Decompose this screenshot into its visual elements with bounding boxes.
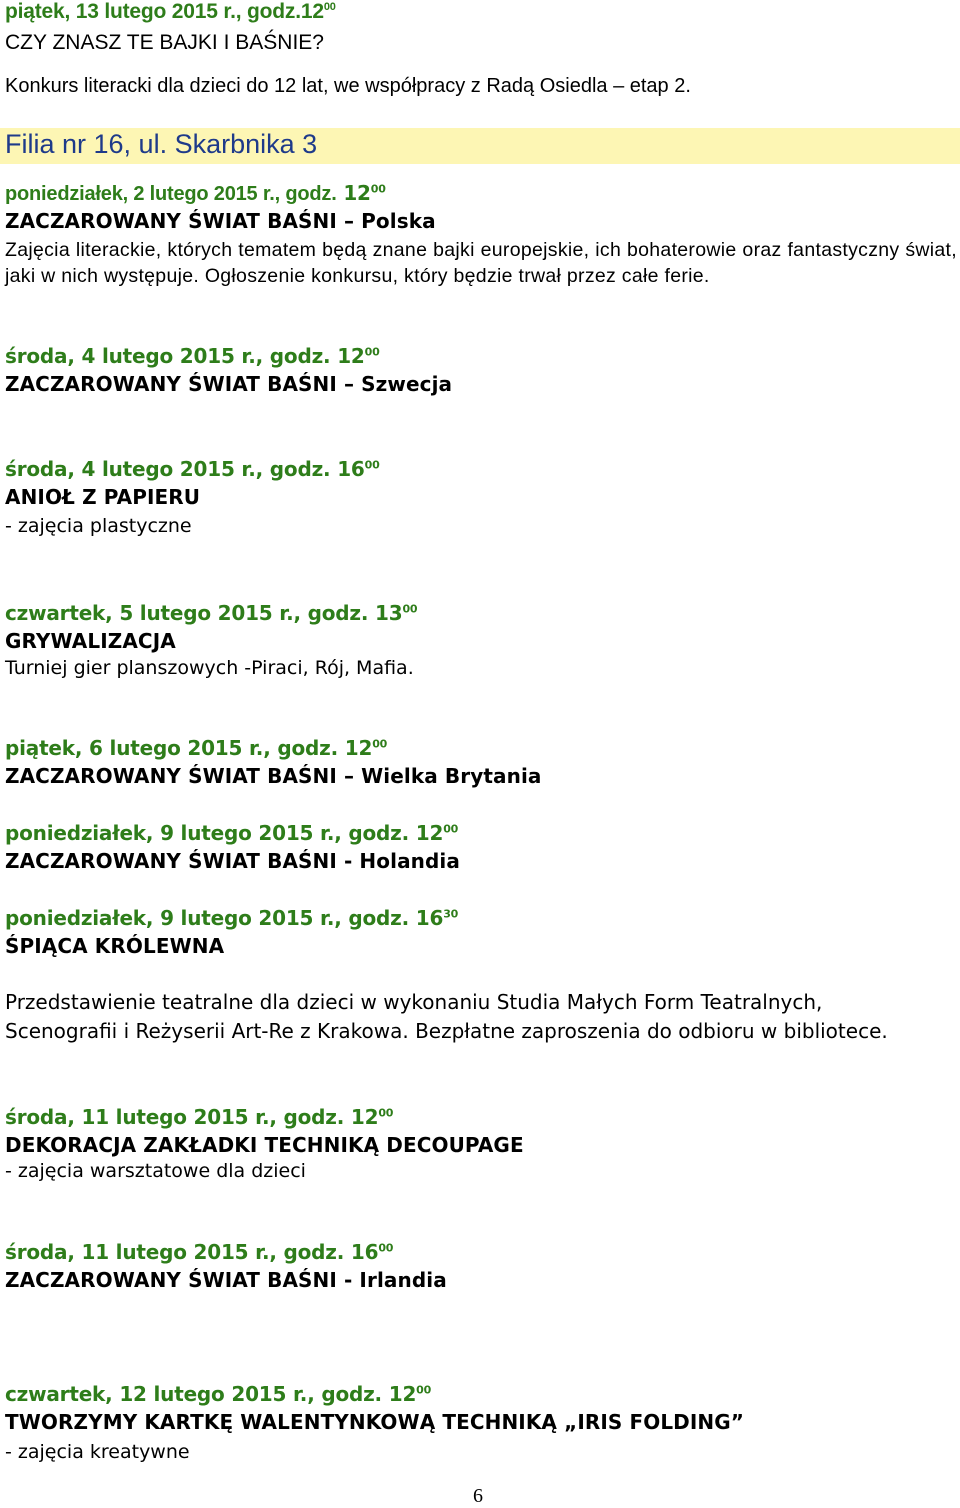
event-title: ZACZAROWANY ŚWIAT BAŚNI – Polska <box>5 209 436 233</box>
event-date: poniedziałek, 2 lutego 2015 r., godz. $12^{00}$ <box>5 181 386 205</box>
event-title: ZACZAROWANY ŚWIAT BAŚNI – Szwecja <box>5 372 453 396</box>
event-title: ŚPIĄCA KRÓLEWNA <box>5 934 225 958</box>
event-date: poniedziałek, 9 lutego 2015 r., godz. $12^{00}$ <box>5 821 459 845</box>
branch-banner <box>0 128 960 164</box>
event-title: DEKORACJA ZAKŁADKI TECHNIKĄ DECOUPAGE <box>5 1133 524 1157</box>
event-date: środa, 11 lutego 2015 r., godz. $16^{00}$ <box>5 1240 394 1264</box>
event-date: środa, 4 lutego 2015 r., godz. $12^{00}$ <box>5 344 380 368</box>
event-date: poniedziałek, 9 lutego 2015 r., godz. $16^{30}$ <box>5 906 459 930</box>
event-description: Przedstawienie teatralne dla dzieci w wykonaniu Studia Małych Form Teatralnych, Scenografii i Reżyserii Art-Re z Krakowa. Bezpłatne zaproszenia do odbioru w bibliotece. <box>5 990 888 1043</box>
event-title: TWORZYMY KARTKĘ WALENTYNKOWĄ TECHNIKĄ „IRIS FOLDING” <box>5 1410 745 1434</box>
event-date: środa, 4 lutego 2015 r., godz. $16^{00}$ <box>5 457 380 481</box>
event-description: - zajęcia warsztatowe dla dzieci <box>5 1160 306 1182</box>
header-title: CZY ZNASZ TE BAJKI I BAŚNIE? <box>5 31 324 54</box>
event-title: ZACZAROWANY ŚWIAT BAŚNI – Wielka Brytania <box>5 764 542 788</box>
event-date: środa, 11 lutego 2015 r., godz. $12^{00}$ <box>5 1105 394 1129</box>
branch-label: Filia nr 16, ul. Skarbnika 3 <box>5 129 318 159</box>
event-date: czwartek, 5 lutego 2015 r., godz. $13^{00}$ <box>5 601 418 625</box>
header-date: piątek, 13 lutego 2015 r., $godz.12^{00}$ <box>5 0 336 23</box>
page-number: 6 <box>473 1485 483 1507</box>
event-description: - zajęcia plastyczne <box>5 515 192 537</box>
event-title: ANIOŁ Z PAPIERU <box>5 485 201 509</box>
event-title: ZACZAROWANY ŚWIAT BAŚNI - Holandia <box>5 849 460 873</box>
event-date: czwartek, 12 lutego 2015 r., godz. $12^{00}$ <box>5 1382 432 1406</box>
event-description: - zajęcia kreatywne <box>5 1441 190 1463</box>
event-description: Turniej gier planszowych -Piraci, Rój, Mafia. <box>5 657 414 679</box>
event-date: piątek, 6 lutego 2015 r., godz. $12^{00}$ <box>5 736 388 760</box>
event-title: GRYWALIZACJA <box>5 629 176 653</box>
event-title: ZACZAROWANY ŚWIAT BAŚNI - Irlandia <box>5 1268 447 1292</box>
header-description: Konkurs literacki dla dzieci do 12 lat, we współpracy z Radą Osiedla – etap 2. <box>5 75 691 97</box>
event-description: Zajęcia literackie, których tematem będą znane bajki europejskie, ich bohaterowie oraz fantastyczny świat, jaki w nich występuje. Ogłoszenie konkursu, który będzie trwał przez całe ferie. <box>5 239 957 287</box>
